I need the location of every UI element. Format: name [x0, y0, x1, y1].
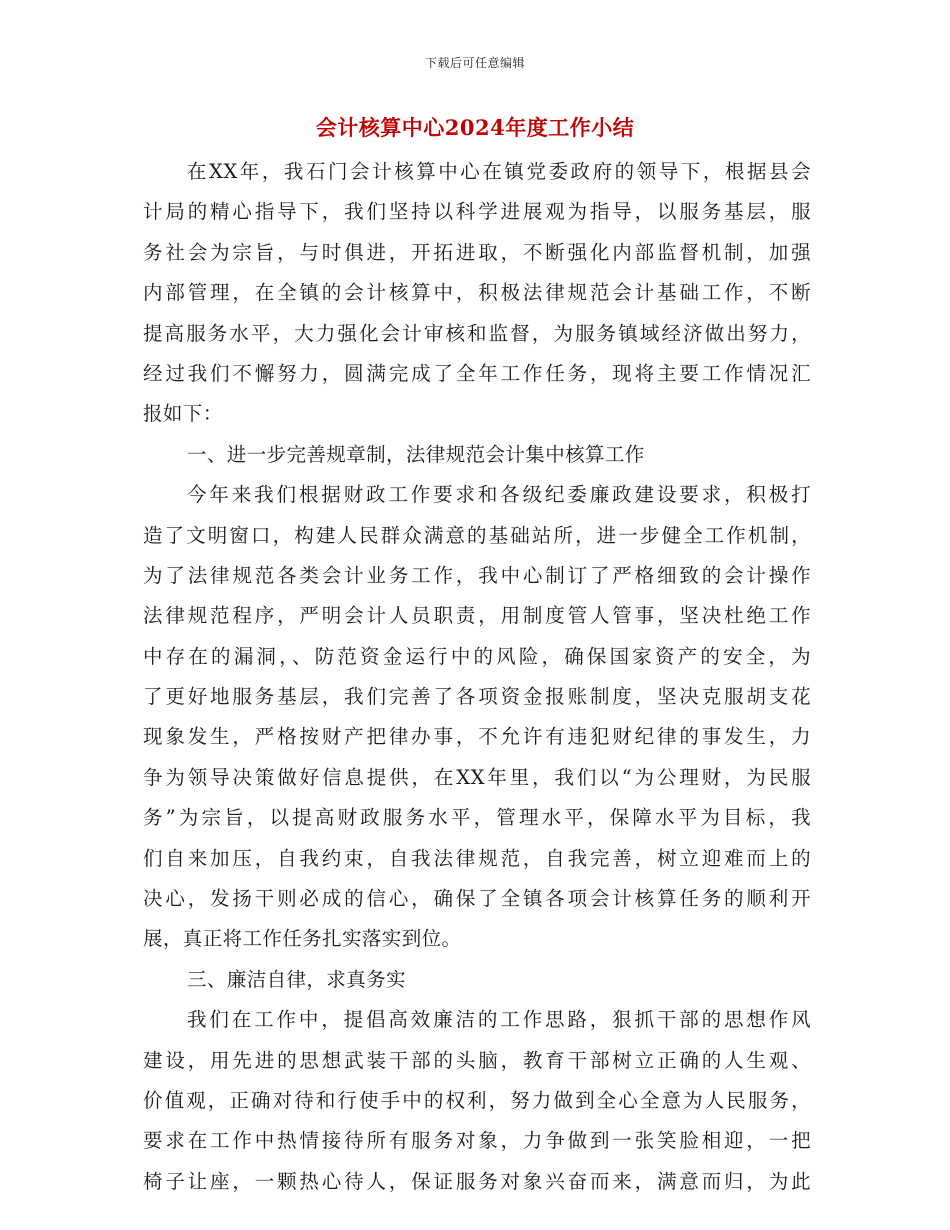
body-line: 中存在的漏洞，、防范资金运行中的风险，确保国家资产的安全，为 [143, 644, 811, 668]
body-line: 展，真正将工作任务扎实落实到位。 [143, 927, 462, 951]
body-line: 们自来加压，自我约束，自我法律规范，自我完善，树立迎难而上的 [143, 846, 811, 870]
body-line: 我们在工作中，提倡高效廉洁的工作思路，狠抓干部的思想作风 [187, 1008, 811, 1032]
body-line: 了更好地服务基层，我们完善了各项资金报账制度，坚决克服胡支花 [143, 685, 811, 709]
body-line: 为了法律规范各类会计业务工作，我中心制订了严格细致的会计操作 [143, 563, 811, 587]
body-line: 要求在工作中热情接待所有服务对象，力争做到一张笑脸相迎，一把 [143, 1129, 811, 1153]
document-title: 会计核算中心2024年度工作小结 [315, 115, 635, 140]
body-line: 报如下： [143, 402, 223, 426]
body-line: 三、廉洁自律，求真务实 [187, 967, 406, 991]
body-line: 一、进一步完善规章制，法律规范会计集中核算工作 [187, 442, 645, 466]
body-line: 决心，发扬干则必成的信心，确保了全镇各项会计核算任务的顺利开 [143, 887, 811, 911]
body-line: 造了文明窗口，构建人民群众满意的基础站所，进一步健全工作机制， [143, 523, 811, 547]
body-line: 提高服务水平，大力强化会计审核和监督，为服务镇域经济做出努力， [143, 321, 811, 345]
body-line: 今年来我们根据财政工作要求和各级纪委廉政建设要求，积极打 [187, 483, 811, 507]
body-line: 在XX年，我石门会计核算中心在镇党委政府的领导下，根据县会 [187, 160, 811, 183]
body-line: 务社会为宗旨，与时俱进，开拓进取，不断强化内部监督机制，加强 [143, 240, 811, 264]
body-line: 争为领导决策做好信息提供，在XX年里，我们以“为公理财，为民服 [143, 765, 811, 789]
body-line: 计局的精心指导下，我们坚持以科学进展观为指导，以服务基层，服 [143, 200, 811, 224]
body-line: 务”为宗旨，以提高财政服务水平，管理水平，保障水平为目标，我 [143, 806, 811, 830]
header-note: 下载后可任意编辑 [424, 56, 525, 70]
body-line: 内部管理，在全镇的会计核算中，积极法律规范会计基础工作，不断 [143, 281, 811, 305]
document-body [143, 152, 811, 1202]
body-line: 现象发生，严格按财产把律办事，不允许有违犯财纪律的事发生，力 [143, 725, 811, 749]
body-line: 椅子让座，一颗热心待人，保证服务对象兴奋而来，满意而归，为此 [143, 1169, 811, 1193]
body-line: 建设，用先进的思想武装干部的头脑，教育干部树立正确的人生观、 [143, 1048, 811, 1072]
body-line: 经过我们不懈努力，圆满完成了全年工作任务，现将主要工作情况汇 [143, 361, 811, 385]
body-line: 价值观，正确对待和行使手中的权利，努力做到全心全意为人民服务， [143, 1088, 811, 1112]
body-line: 法律规范程序，严明会计人员职责，用制度管人管事，坚决杜绝工作 [143, 604, 811, 628]
